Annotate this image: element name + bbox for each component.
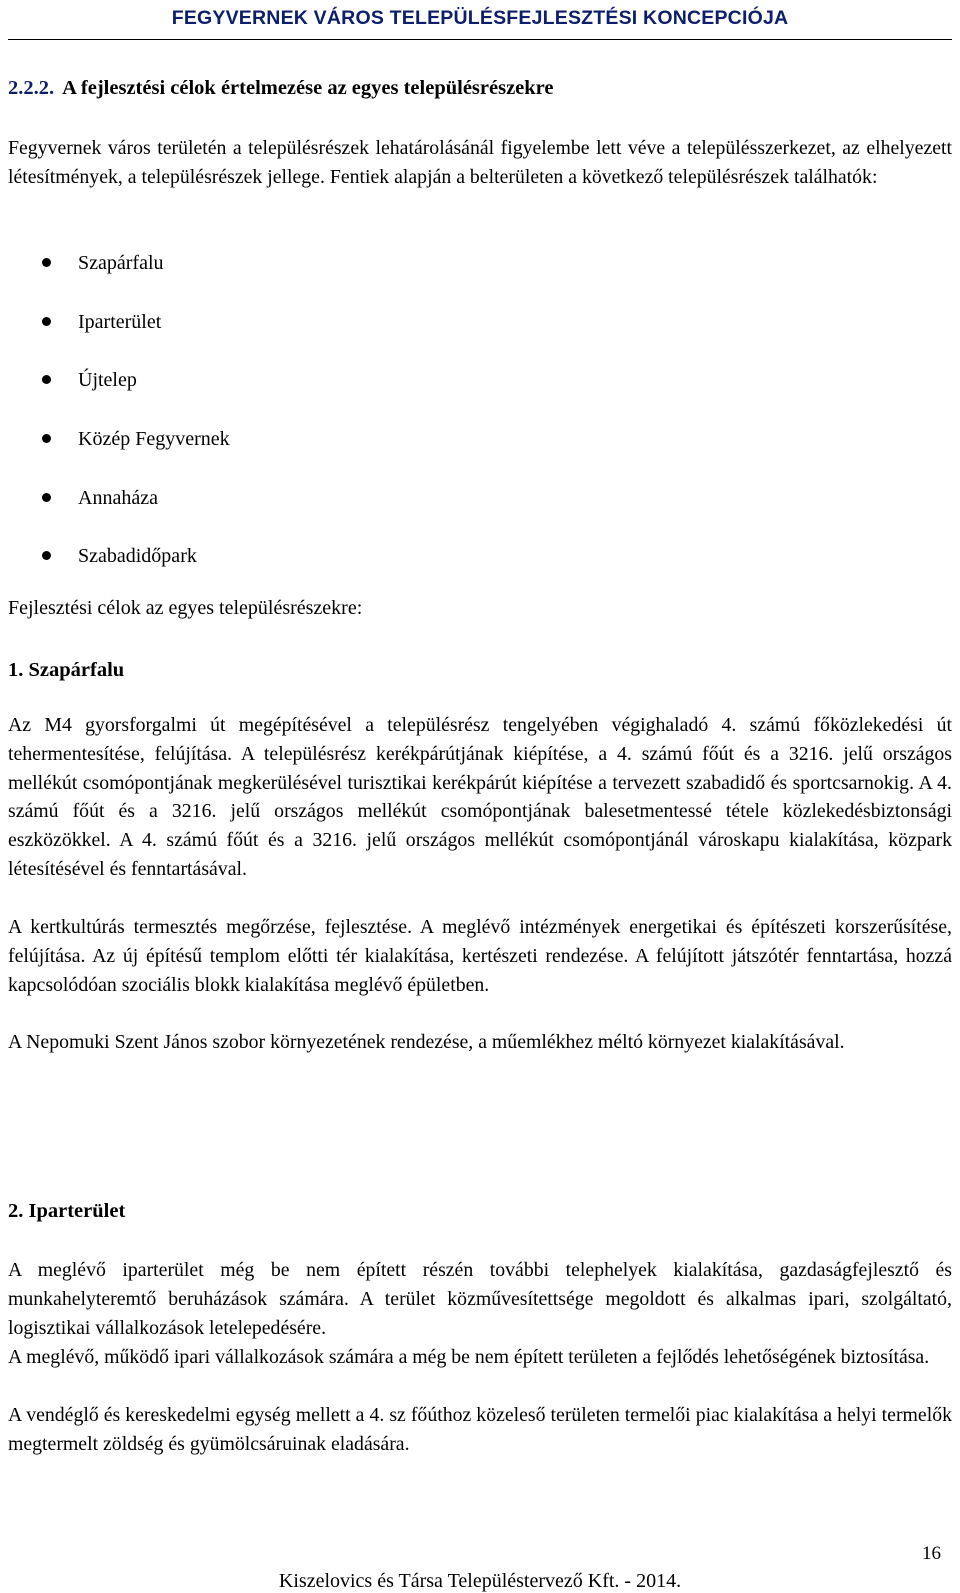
intro-paragraph: Fegyvernek város területén a településrészek lehatárolásánál figyelembe lett véve a településszerkezet, az elhelyezett létesítmények, a településrészek jellege. Fentiek alapján a belterületen a következő településrészek találhatók: (8, 137, 952, 189)
page-footer: Kiszelovics és Társa Településtervező Kft. - 2014. (278, 1570, 682, 1592)
bullet-icon (42, 375, 51, 384)
part2-heading: 2. Iparterület (8, 1200, 126, 1222)
page-header-title: FEGYVERNEK VÁROS TELEPÜLÉSFEJLESZTÉSI KONCEPCIÓJA (171, 7, 789, 29)
section-number: 2.2.2. (8, 77, 55, 99)
part1-paragraph-2: A kertkultúrás termesztés megőrzése, fejlesztése. A meglévő intézmények energetikai és építészeti korszerűsítése, felújítása. Az új építésű templom előtti tér kialakítása, kertészeti rendezése. A felújított játszótér fenntartása, hozzá kapcsolódóan szociális blokk kialakítása meglévő épületben. (8, 916, 952, 996)
section-title-text: A fejlesztési célok értelmezése az egyes településrészekre (62, 77, 554, 99)
list-item: Iparterület (0, 307, 600, 366)
part1-heading: 1. Szapárfalu (8, 659, 125, 681)
part1-paragraph-1: Az M4 gyorsforgalmi út megépítésével a településrész tengelyében végighaladó 4. számú főközlekedési út tehermentesítése, felújítása. A településrész kerékpárútjának kiépítése, a 4. számú főút és a 3216. jelű országos mellékút csomópontjának megkerülésével turisztikai kerékpárút kiépítése a tervezett szabadidő és sportcsarnokig. A 4. számú főút és a 3216. jelű országos mellékút csomópontjának balesetmentessé tétele közlekedésbiztonsági eszközökkel. A 4. számú főút és a 3216. jelű országos mellékút csomópontjánál városkapu kialakítása, közpark létesítésével és fenntartásával. (8, 714, 952, 880)
part2-paragraph-1: A meglévő iparterület még be nem épített részén további telephelyek kialakítása, gazdaságfejlesztő és munkahelyteremtő beruházások számára. A terület közművesítettsége megoldott és alkalmas ipari, szolgáltató, logisztikai vállalkozások letelepedésére. (8, 1259, 952, 1339)
locality-list (0, 248, 600, 600)
part1-paragraph-3: A Nepomuki Szent János szobor környezetének rendezése, a műemlékhez méltó környezet kialakításával. (8, 1031, 845, 1053)
bullet-icon (42, 551, 51, 560)
bullet-icon (42, 434, 51, 443)
header-divider (8, 39, 952, 40)
list-item: Újtelep (0, 365, 600, 424)
bullet-icon (42, 317, 51, 326)
page-number: 16 (922, 1543, 941, 1564)
part2-paragraph-3: A vendéglő és kereskedelmi egység mellett a 4. sz főúthoz közeleső területen termelői piac kialakítása a helyi termelők megtermelt zöldség és gyümölcsáruinak eladására. (8, 1404, 952, 1455)
bullet-icon (42, 258, 51, 267)
bullet-icon (42, 493, 51, 502)
goals-label: Fejlesztési célok az egyes településrészekre: (8, 597, 363, 619)
list-item: Szapárfalu (0, 248, 600, 307)
list-item: Közép Fegyvernek (0, 424, 600, 483)
list-item: Szabadidőpark (0, 541, 600, 600)
section-title (8, 77, 554, 100)
list-item: Annaháza (0, 483, 600, 542)
part2-paragraph-2: A meglévő, működő ipari vállalkozások számára a még be nem épített területen a fejlődés lehetőségének biztosítása. (8, 1346, 930, 1368)
